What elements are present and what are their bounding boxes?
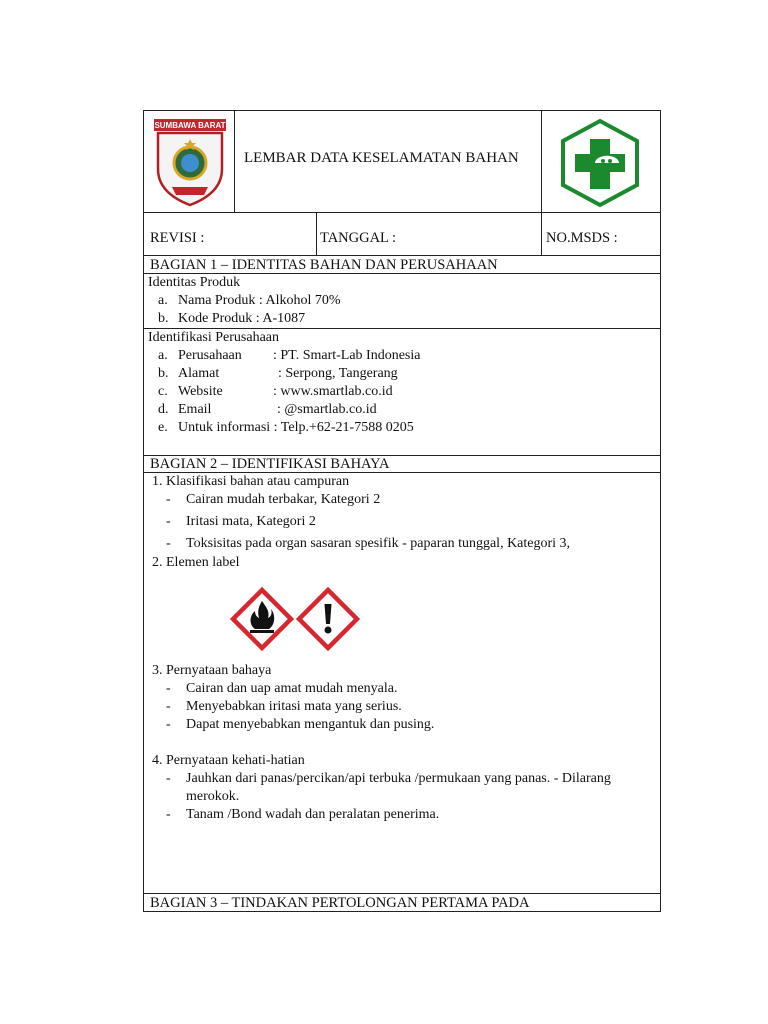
- list-item: a. Nama Produk : Alkohol 70%: [158, 293, 341, 308]
- msds-sheet: [143, 110, 661, 912]
- list-item-continuation: merokok.: [186, 789, 240, 804]
- classification-label: 1. Klasifikasi bahan atau campuran: [152, 474, 350, 489]
- section3-heading: BAGIAN 3 – TINDAKAN PERTOLONGAN PERTAMA PADA: [150, 895, 530, 911]
- product-identity-label: Identitas Produk: [148, 275, 241, 290]
- section2-heading: BAGIAN 2 – IDENTIFIKASI BAHAYA: [150, 456, 390, 472]
- revisi-column-divider: [316, 212, 317, 255]
- list-item: e. Untuk informasi : Telp.+62-21-7588 0205: [158, 420, 414, 435]
- no-msds-label: NO.MSDS :: [546, 230, 618, 246]
- tanggal-label: TANGGAL :: [320, 230, 397, 246]
- list-item: - Dapat menyebabkan mengantuk dan pusing.: [166, 717, 435, 732]
- svg-text:SUMBAWA BARAT: SUMBAWA BARAT: [154, 121, 226, 130]
- flame-pictogram-icon: [230, 587, 294, 656]
- revisi-label: REVISI :: [150, 230, 205, 246]
- list-item: - Toksisitas pada organ sasaran spesifik - paparan tunggal, Kategori 3,: [166, 536, 571, 551]
- precaution-statement-label: 4. Pernyataan kehati-hatian: [152, 753, 305, 768]
- list-item: - Menyebabkan iritasi mata yang serius.: [166, 699, 402, 714]
- list-item: a. Perusahaan : PT. Smart-Lab Indonesia: [158, 348, 421, 363]
- section1-heading: BAGIAN 1 – IDENTITAS BAHAN DAN PERUSAHAAN: [150, 257, 498, 273]
- header-divider: [144, 212, 660, 213]
- hazard-statement-label: 3. Pernyataan bahaya: [152, 663, 272, 678]
- list-item: - Cairan mudah terbakar, Kategori 2: [166, 492, 381, 507]
- logo-column-divider: [234, 111, 235, 212]
- green-cross-icon: [559, 117, 641, 209]
- list-item: c. Website : www.smartlab.co.id: [158, 384, 393, 399]
- health-logo: [559, 117, 641, 209]
- label-elements-label: 2. Elemen label: [152, 555, 240, 570]
- list-item: d. Email : @smartlab.co.id: [158, 402, 377, 417]
- title-column-divider: [541, 111, 542, 255]
- list-item: - Tanam /Bond wadah dan peralatan penerima.: [166, 807, 440, 822]
- list-item: b. Kode Produk : A-1087: [158, 311, 306, 326]
- shield-emblem-icon: [152, 117, 228, 209]
- document-title: LEMBAR DATA KESELAMATAN BAHAN: [244, 150, 519, 166]
- list-item: - Cairan dan uap amat mudah menyala.: [166, 681, 398, 696]
- list-item: b. Alamat : Serpong, Tangerang: [158, 366, 398, 381]
- exclamation-pictogram-icon: [296, 587, 360, 656]
- list-item: - Jauhkan dari panas/percikan/api terbuka /permukaan yang panas. - Dilarang: [166, 771, 611, 786]
- list-item: - Iritasi mata, Kategori 2: [166, 514, 316, 529]
- company-identity-label: Identifikasi Perusahaan: [148, 330, 280, 345]
- regency-emblem: [152, 117, 228, 209]
